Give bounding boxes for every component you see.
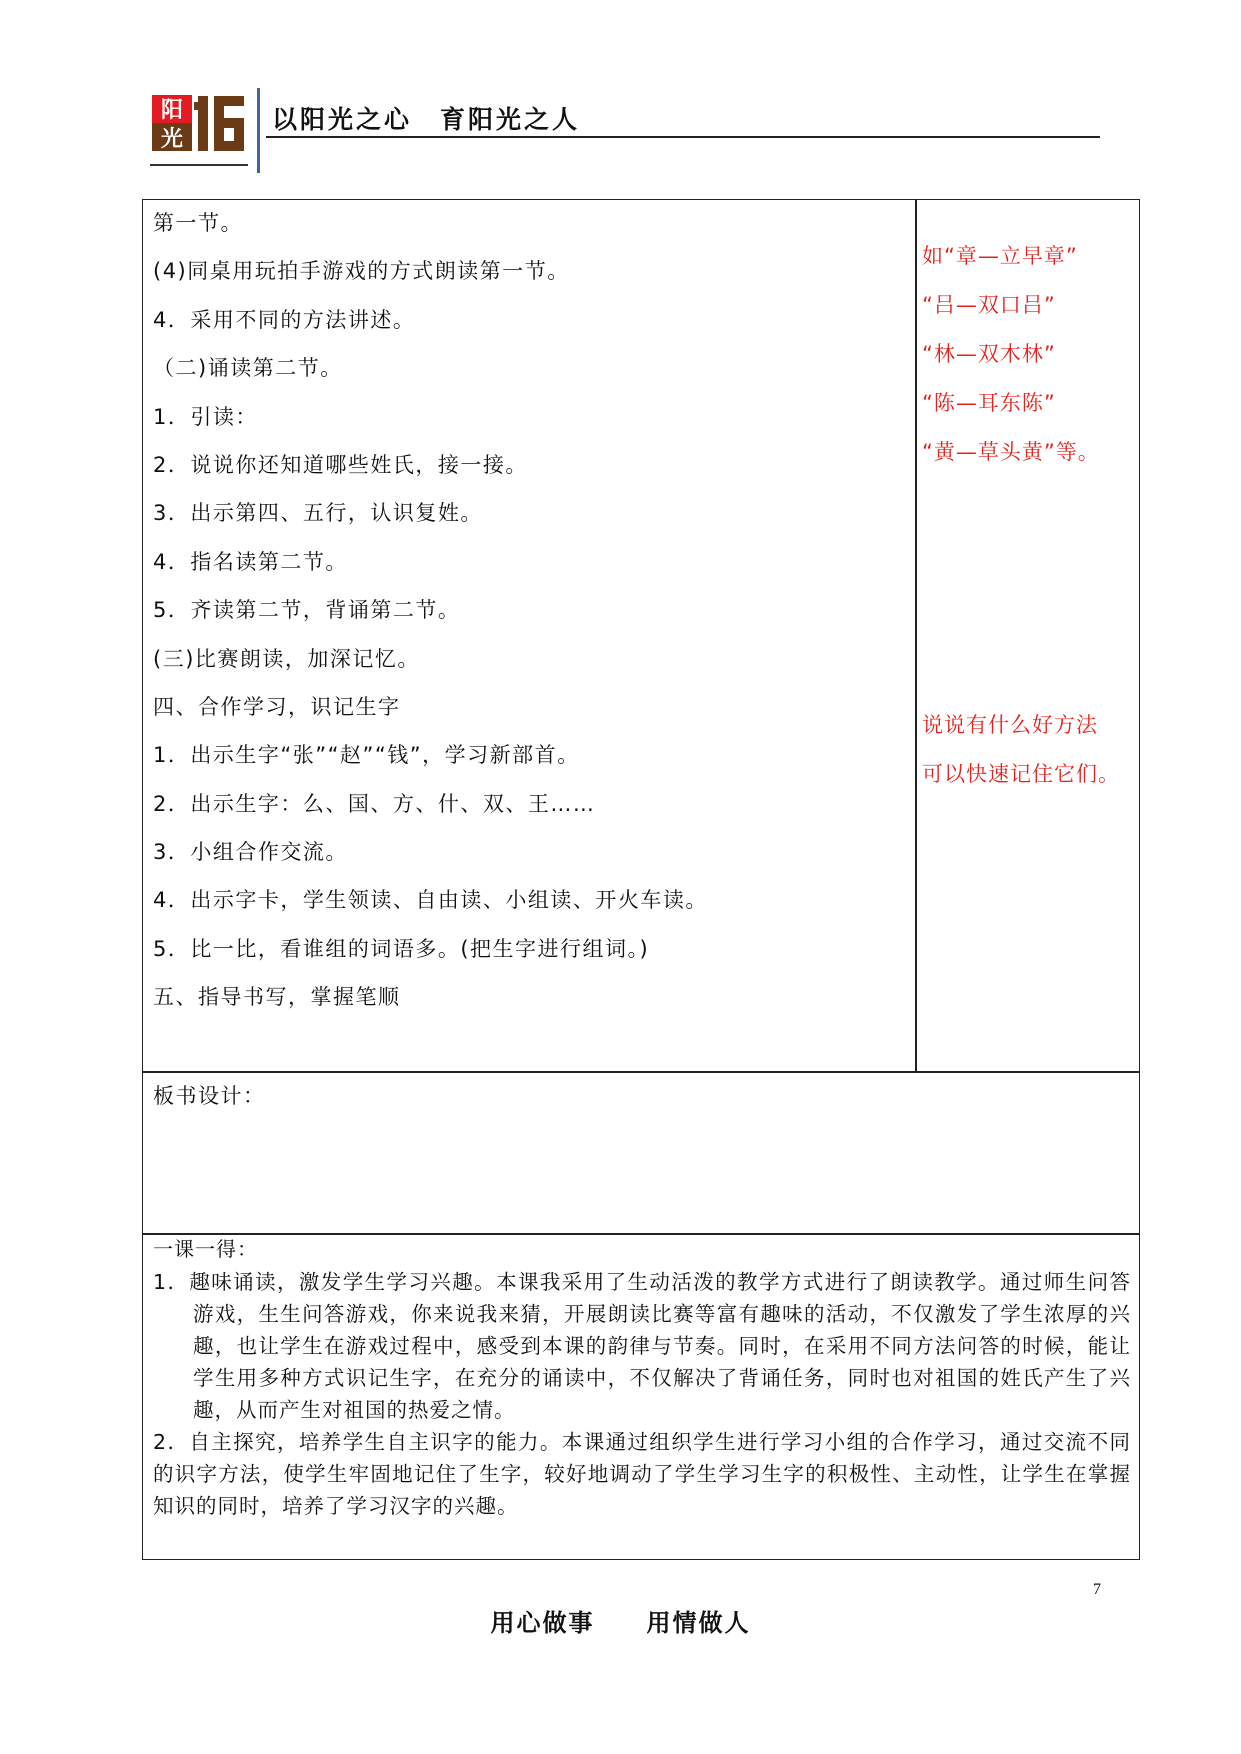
side-notes-methods	[922, 707, 1138, 805]
page-number: 7	[1093, 1581, 1101, 1598]
lesson-step: 5．齐读第二节，背诵第二节。	[153, 598, 461, 623]
header-rule	[266, 136, 1100, 138]
lesson-step: 3．小组合作交流。	[153, 840, 348, 865]
lesson-step: 5．比一比，看谁组的词语多。(把生字进行组词。)	[153, 936, 650, 961]
lesson-step: （二)诵读第二节。	[153, 356, 343, 381]
table-column-divider	[915, 199, 917, 1072]
side-note: 如“章—立早章”	[922, 244, 1078, 268]
lesson-step: 五、指导书写，掌握笔顺	[153, 985, 401, 1010]
lesson-step: 1．出示生字“张”“赵”“钱”，学习新部首。	[153, 743, 580, 768]
lesson-step: 4．采用不同的方法讲述。	[153, 307, 416, 332]
table-row-divider	[142, 1071, 1140, 1073]
side-note: “吕—双口吕”	[922, 293, 1056, 317]
lesson-step: 2．说说你还知道哪些姓氏，接一接。	[153, 452, 528, 477]
board-design-label: 板书设计：	[153, 1084, 266, 1108]
side-note: 可以快速记住它们。	[922, 762, 1120, 786]
lesson-step: 4．指名读第二节。	[153, 549, 348, 574]
lesson-step: 四、合作学习，识记生字	[153, 694, 401, 719]
side-note: “陈—耳东陈”	[922, 391, 1056, 415]
svg-text:光: 光	[160, 127, 184, 152]
lesson-step: 1．引读：	[153, 404, 258, 429]
footer-slogan: 用心做事 用情做人	[490, 1609, 751, 1637]
lesson-step: 2．出示生字：么、国、方、什、双、王……	[153, 791, 596, 816]
school-logo	[150, 92, 248, 154]
summary-title: 一课一得：	[153, 1237, 258, 1261]
summary-body	[153, 1266, 1131, 1522]
summary-paragraph: 1．趣味诵读，激发学生学习兴趣。本课我采用了生动活泼的教学方式进行了朗读教学。通过师生问答游戏，生生问答游戏，你来说我来猜，开展朗读比赛等富有趣味的活动，不仅激发了学生浓厚的兴趣，也让学生在游戏过程中，感受到本课的韵律与节奏。同时，在采用不同方法问答的时候，能让学生用多种方式识记生字，在充分的诵读中，不仅解决了背诵任务，同时也对祖国的姓氏产生了兴趣，从而产生对祖国的热爱之情。	[153, 1270, 1131, 1422]
side-note: “黄—草头黄”等。	[922, 440, 1100, 464]
summary-paragraph: 2．自主探究，培养学生自主识字的能力。本课通过组织学生进行学习小组的合作学习，通过交流不同的识字方法，使学生牢固地记住了生字，较好地调动了学生学习生字的积极性、主动性，让学生在掌握知识的同时，培养了学习汉字的兴趣。	[153, 1430, 1131, 1518]
lesson-step: 第一节。	[153, 211, 243, 235]
side-notes-examples	[922, 238, 1138, 483]
header-slogan: 以阳光之心 育阳光之人	[272, 105, 581, 134]
header-divider	[257, 88, 260, 173]
side-note: “林—双木林”	[922, 342, 1056, 366]
lesson-step: 3．出示第四、五行，认识复姓。	[153, 501, 483, 526]
svg-text:阳: 阳	[160, 98, 184, 123]
lesson-step: (4)同桌用玩拍手游戏的方式朗读第一节。	[153, 259, 570, 284]
table-row-divider	[142, 1233, 1140, 1235]
lesson-step: 4．出示字卡，学生领读、自由读、小组读、开火车读。	[153, 888, 708, 913]
lesson-steps	[153, 205, 903, 1028]
lesson-step: (三)比赛朗读，加深记忆。	[153, 646, 420, 671]
side-note: 说说有什么好方法	[922, 713, 1098, 737]
logo-underline	[150, 164, 248, 166]
